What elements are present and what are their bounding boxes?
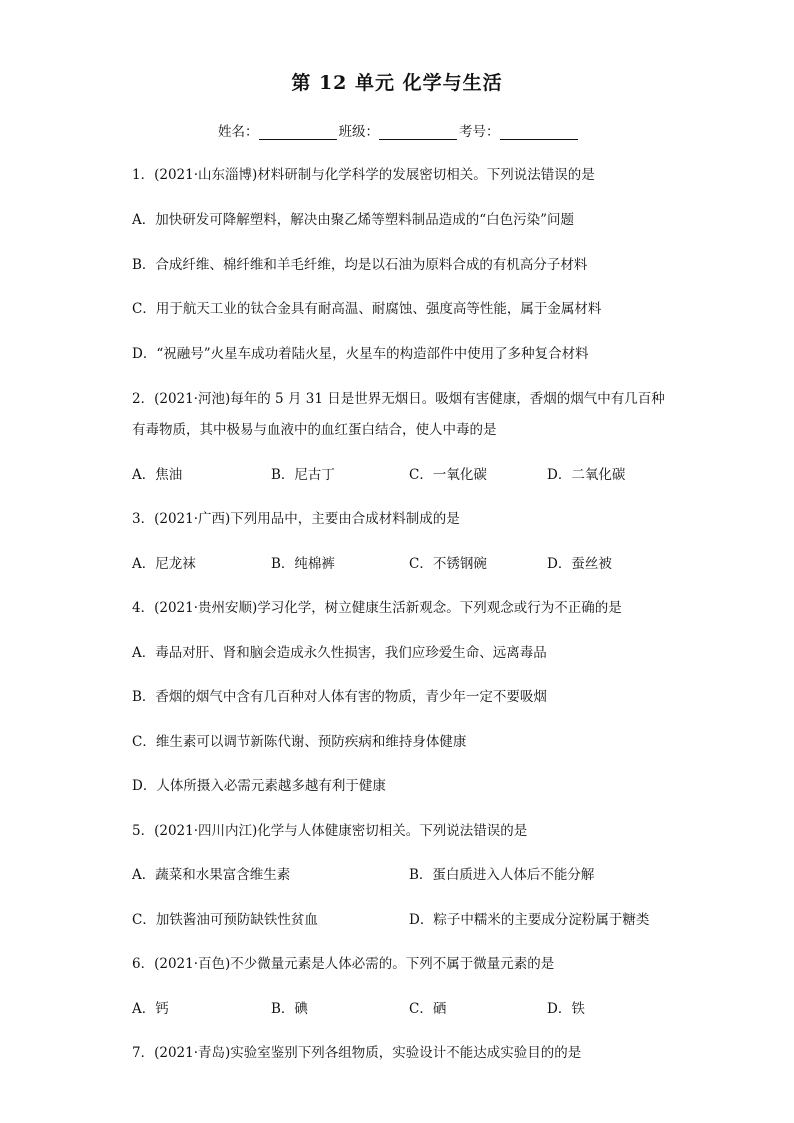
question-1-option-c: C．用于航天工业的钛合金具有耐高温、耐腐蚀、强度高等性能，属于金属材料 xyxy=(132,301,602,317)
question-3-option-c: C．不锈钢碗 xyxy=(409,556,487,572)
page-title: 第 12 单元 化学与生活 xyxy=(291,72,503,94)
class-label: 班级： xyxy=(338,124,379,140)
name-field xyxy=(218,120,339,140)
question-6-option-a: A．钙 xyxy=(132,1001,169,1017)
question-5-option-a: A．蔬菜和水果富含维生素 xyxy=(132,867,291,883)
number-label: 考号： xyxy=(459,124,500,140)
number-field xyxy=(459,120,580,140)
class-blank[interactable] xyxy=(379,125,457,140)
question-6-option-c: C．硒 xyxy=(409,1001,447,1017)
class-field xyxy=(339,120,460,140)
question-4-option-a: A．毒品对肝、肾和脑会造成永久性损害，我们应珍爱生命、远离毒品 xyxy=(132,645,547,661)
question-7-stem: 7．(2021·青岛)实验室鉴别下列各组物质，实验设计不能达成实验目的的是 xyxy=(132,1045,582,1061)
number-blank[interactable] xyxy=(500,125,578,140)
question-5-option-c: C．加铁酱油可预防缺铁性贫血 xyxy=(132,912,318,928)
question-3-option-a: A．尼龙袜 xyxy=(132,556,196,572)
question-5-option-d: D．粽子中糯米的主要成分淀粉属于糖类 xyxy=(409,912,650,928)
name-label: 姓名： xyxy=(218,124,259,140)
question-1-option-b: B．合成纤维、棉纤维和羊毛纤维，均是以石油为原料合成的有机高分子材料 xyxy=(132,257,588,273)
question-1-option-a: A．加快研发可降解塑料，解决由聚乙烯等塑料制品造成的“白色污染”问题 xyxy=(132,212,575,228)
question-2-stem-line-2: 有毒物质，其中极易与血液中的血红蛋白结合，使人中毒的是 xyxy=(132,422,497,438)
question-6-option-b: B．碘 xyxy=(271,1001,308,1017)
question-4-stem: 4．(2021·贵州安顺)学习化学，树立健康生活新观念。下列观念或行为不正确的是 xyxy=(132,600,622,616)
question-5-stem: 5．(2021·四川内江)化学与人体健康密切相关。下列说法错误的是 xyxy=(132,823,528,839)
question-2-option-b: B．尼古丁 xyxy=(271,467,335,483)
question-1-stem: 1．(2021·山东淄博)材料研制与化学科学的发展密切相关。下列说法错误的是 xyxy=(132,167,595,183)
question-3-option-b: B．纯棉裤 xyxy=(271,556,335,572)
question-2-option-c: C．一氧化碳 xyxy=(409,467,487,483)
name-blank[interactable] xyxy=(259,125,337,140)
question-4-option-c: C．维生素可以调节新陈代谢、预防疾病和维持身体健康 xyxy=(132,734,467,750)
question-6-option-d: D．铁 xyxy=(547,1001,585,1017)
question-5-option-b: B．蛋白质进入人体后不能分解 xyxy=(409,867,595,883)
student-info-row xyxy=(218,120,580,140)
question-2-option-a: A．焦油 xyxy=(132,467,183,483)
question-4-option-d: D．人体所摄入必需元素越多越有利于健康 xyxy=(132,778,386,794)
question-3-option-d: D．蚕丝被 xyxy=(547,556,612,572)
question-3-stem: 3．(2021·广西)下列用品中，主要由合成材料制成的是 xyxy=(132,511,460,527)
question-2-stem-line-1: 2．(2021·河池)每年的 5 月 31 日是世界无烟日。吸烟有害健康，香烟的烟气中有几百种 xyxy=(132,391,665,407)
question-6-stem: 6．(2021·百色)不少微量元素是人体必需的。下列不属于微量元素的是 xyxy=(132,956,555,972)
question-1-option-d: D．“祝融号”火星车成功着陆火星，火星车的构造部件中使用了多种复合材料 xyxy=(132,346,589,362)
question-2-option-d: D．二氧化碳 xyxy=(547,467,626,483)
question-4-option-b: B．香烟的烟气中含有几百种对人体有害的物质，青少年一定不要吸烟 xyxy=(132,689,547,705)
